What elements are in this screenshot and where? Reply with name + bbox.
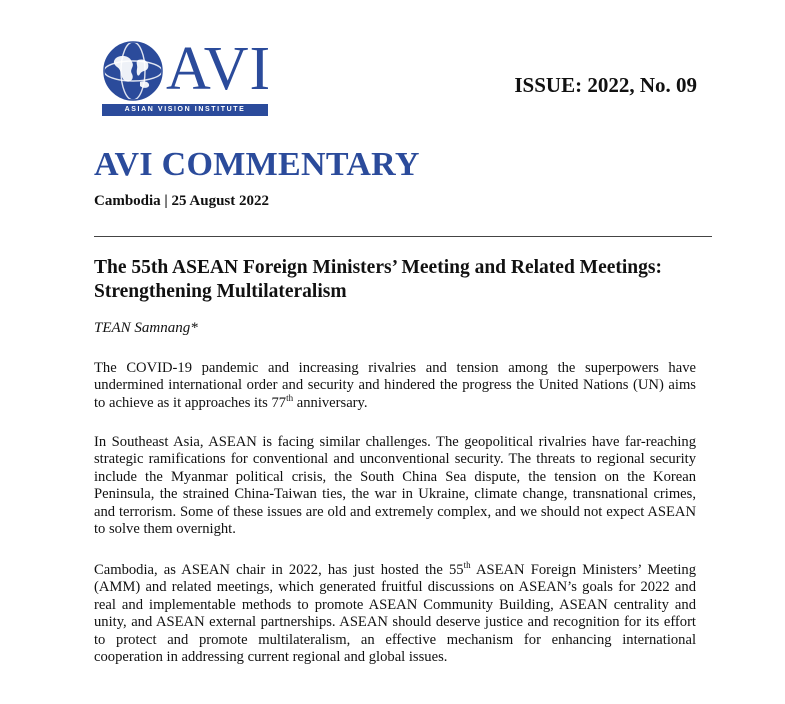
paragraph-3 — [94, 562, 696, 666]
paragraph-3-tail: ASEAN Foreign Ministers’ Meeting (AMM) and related meetings, which generated fruitful discussions on ASEAN’s goals for 2022 and real and implementable methods to promote ASEAN Community Building, ASEAN centrality and unity, and ASEAN external partnerships. ASEAN should deserve justice and recognition for its effort to protect and promote multilateralism, an effective mechanism for enhancing international cooperation in addressing current regional and global issues. — [94, 562, 696, 666]
dateline: Cambodia | 25 August 2022 — [94, 193, 270, 209]
ordinal-suffix: th — [463, 560, 471, 571]
logo-subtitle: ASIAN VISION INSTITUTE — [102, 104, 268, 116]
issue-number: ISSUE: 2022, No. 09 — [514, 73, 697, 97]
paragraph-1-tail: anniversary. — [293, 394, 368, 411]
paragraph-2: In Southeast Asia, ASEAN is facing similar challenges. The geopolitical rivalries have far-reaching strategic ramifications for conventional and unconventional security. The threats to regional security include the Myanmar political crisis, the South China Sea dispute, the tension on the Korean Peninsula, the strained China-Taiwan ties, the war in Ukraine, climate change, transnational crimes, and terrorism. Some of these issues are old and extremely complex, and we should not expect ASEAN to solve them overnight. — [94, 434, 696, 538]
paragraph-3-text: Cambodia, as ASEAN chair in 2022, has just hosted the 55 — [94, 562, 464, 578]
series-title: AVI COMMENTARY — [94, 146, 420, 183]
article-headline: The 55th ASEAN Foreign Ministers’ Meeting and Related Meetings: Strengthening Multilateralism — [94, 257, 662, 302]
divider — [94, 236, 712, 237]
paragraph-1 — [94, 360, 696, 412]
logo-wordmark: AVI — [166, 35, 272, 103]
author-name: TEAN Samnang* — [94, 320, 198, 336]
paragraph-1-text: The COVID-19 pandemic and increasing rivalries and tension among the superpowers have undermined international order and security and hindered the progress the United Nations (UN) aims to achieve as it approaches its 77 — [94, 360, 696, 411]
globe-icon — [102, 40, 164, 102]
ordinal-suffix: th — [286, 392, 294, 403]
avi-logo — [102, 35, 272, 116]
